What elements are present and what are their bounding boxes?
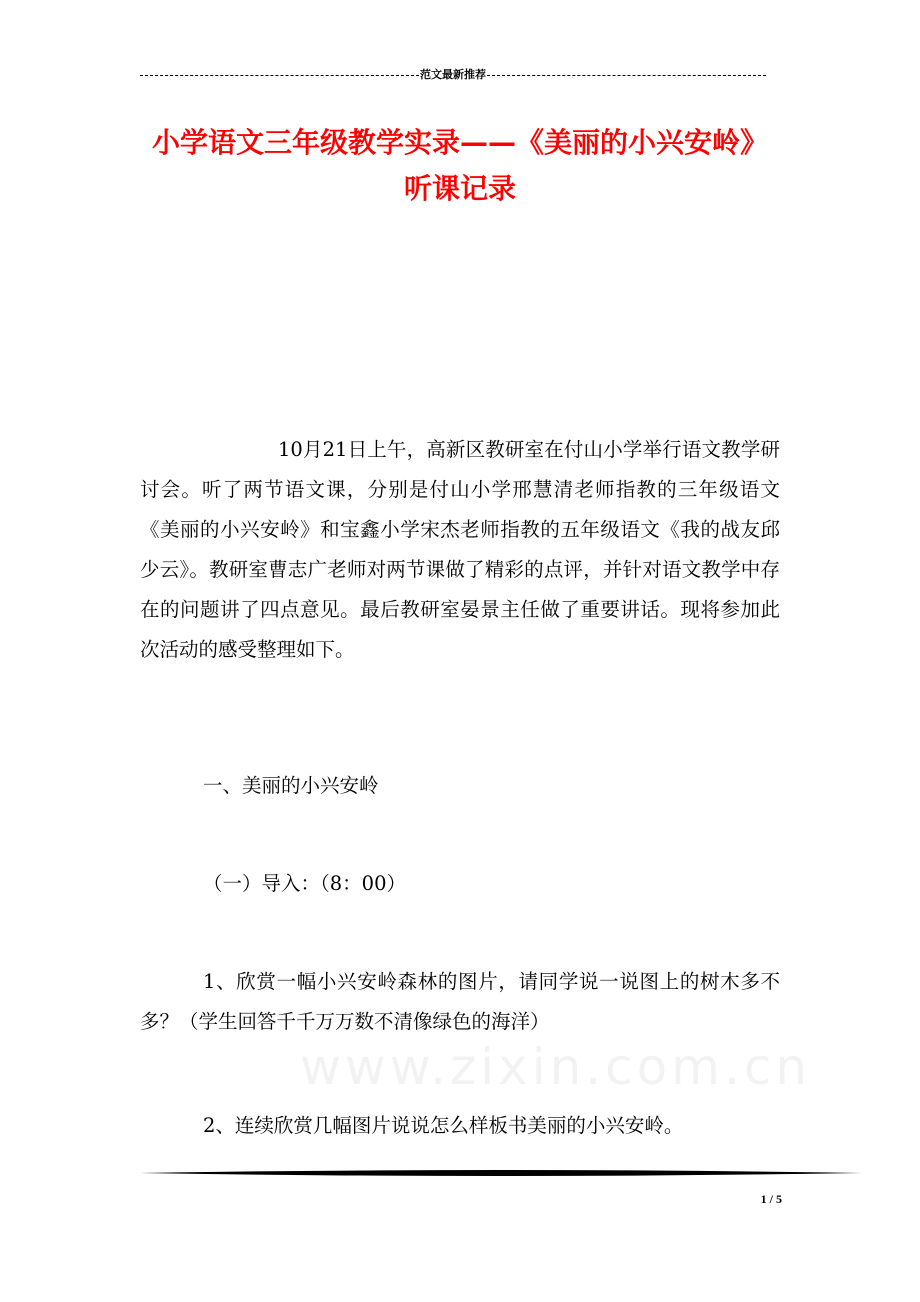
watermark: www.zixin.com.cn (300, 1038, 812, 1096)
header-text: 范文最新推荐 (420, 68, 486, 81)
document-title: 小学语文三年级教学实录——《美丽的小兴安岭》听课记录 (151, 126, 768, 205)
section-heading-1: 一、美丽的小兴安岭 (203, 774, 379, 797)
list-item-1: 1、欣赏一幅小兴安岭森林的图片，请同学说一说图上的树木多不多？（学生回答千千万万数不清像绿色的海洋） (140, 970, 780, 1033)
list-item-2: 2、连续欣赏几幅图片说说怎么样板书美丽的小兴安岭。 (203, 1114, 684, 1137)
subsection-heading-1: （一）导入：（8：00） (203, 872, 406, 895)
page-header (140, 68, 766, 82)
page-number: 1 / 5 (760, 1192, 782, 1206)
paragraph-intro: 10月21日上午，高新区教研室在付山小学举行语文教学研讨会。听了两节语文课，分别是付山小学邢慧清老师指教的三年级语文《美丽的小兴安岭》和宝鑫小学宋杰老师指教的五年级语文《我的战友邱少云》。教研室曹志广老师对两节课做了精彩的点评，并针对语文教学中存在的问题讲了四点意见。最后教研室晏景主任做了重要讲话。现将参加此次活动的感受整理如下。 (140, 438, 780, 661)
footer-divider (140, 1168, 862, 1178)
header-dash-left (140, 75, 419, 76)
header-dash-right (487, 75, 766, 76)
